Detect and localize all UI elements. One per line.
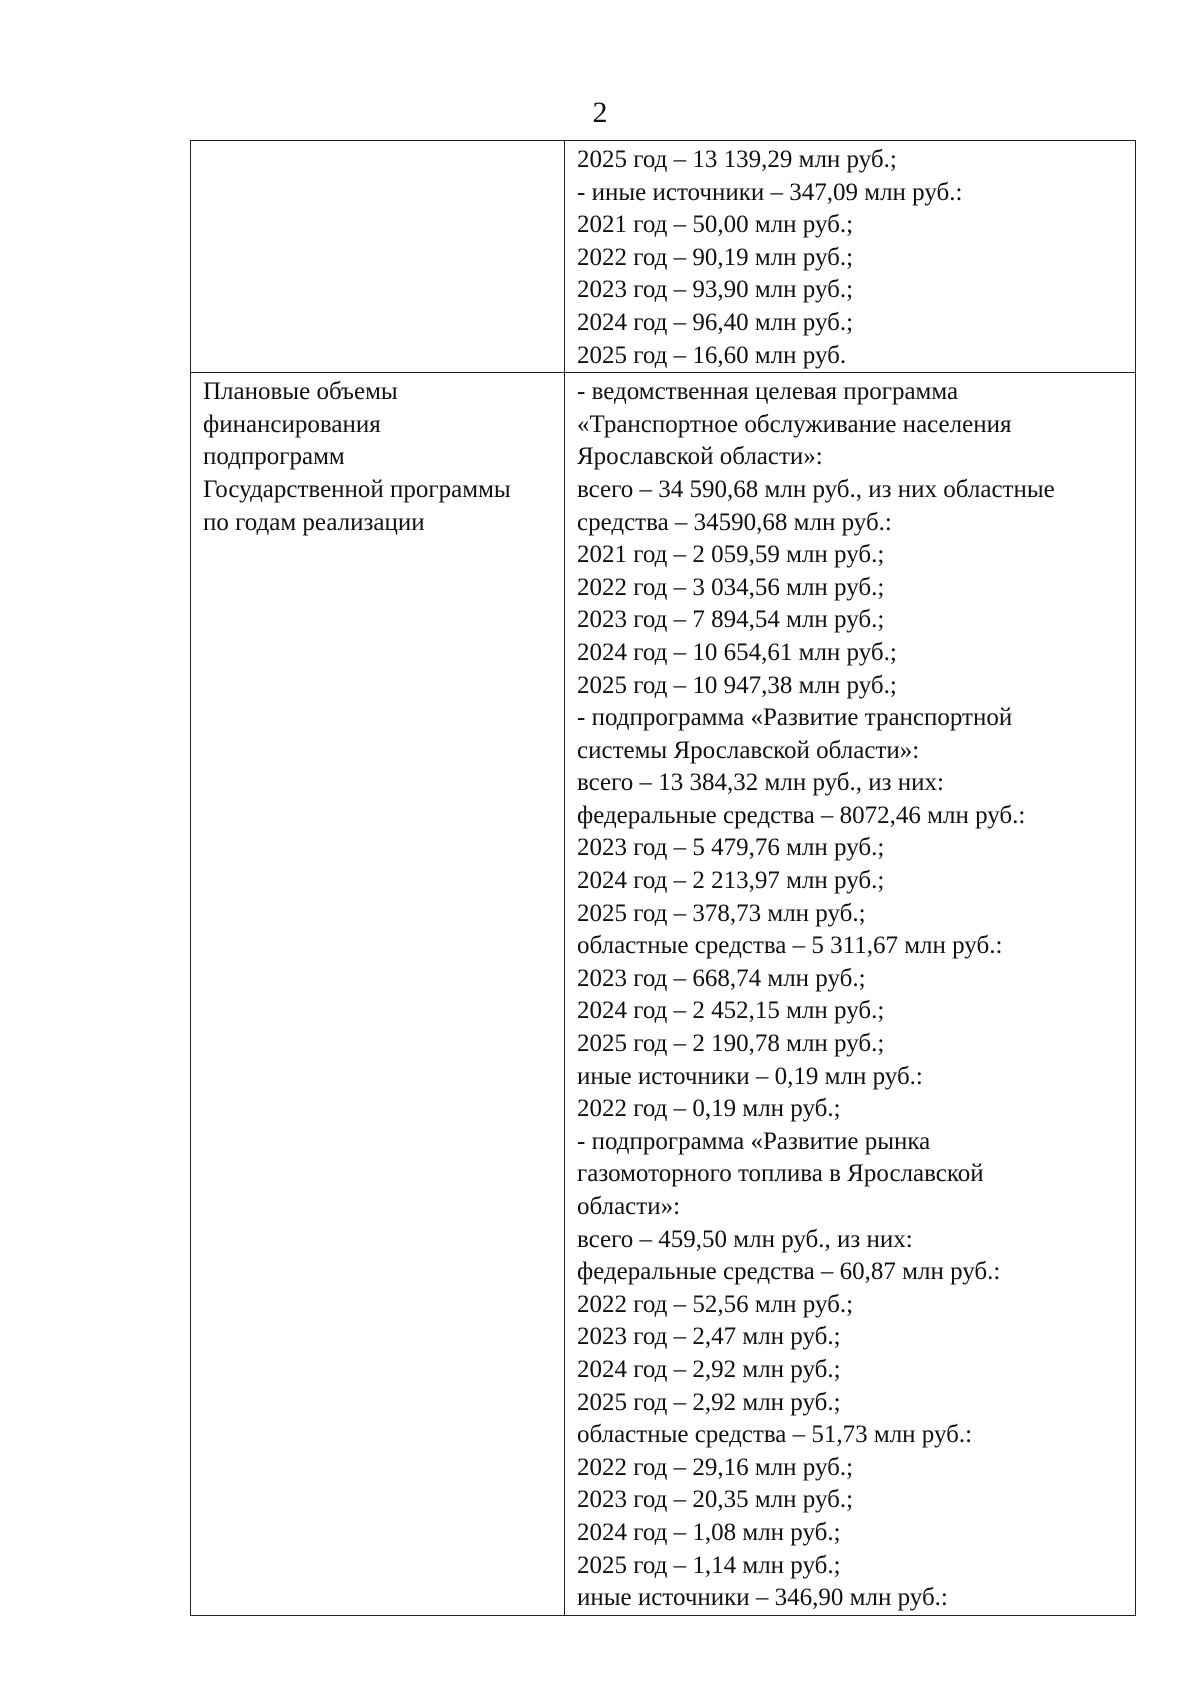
text-line: 2025 год – 10 947,38 млн руб.;	[577, 671, 897, 699]
text-line: всего – 13 384,32 млн руб., из них:	[577, 769, 944, 797]
row-value-cell	[565, 141, 1136, 373]
text-line: 2024 год – 10 654,61 млн руб.;	[577, 638, 897, 666]
text-line: 2024 год – 96,40 млн руб.;	[577, 308, 854, 336]
text-line: Ярославской области»:	[577, 443, 823, 471]
text-line: 2023 год – 2,47 млн руб.;	[577, 1323, 841, 1351]
text-line: - подпрограмма «Развитие транспортной	[577, 704, 1013, 732]
text-line: 2021 год – 2 059,59 млн руб.;	[577, 541, 885, 569]
text-line: 2023 год – 93,90 млн руб.;	[577, 276, 854, 304]
text-line: области»:	[577, 1193, 681, 1220]
table-row	[191, 373, 1136, 1616]
text-line: иные источники – 0,19 млн руб.:	[577, 1062, 923, 1090]
row-value-cell	[565, 373, 1136, 1616]
text-line: 2025 год – 378,73 млн руб.;	[577, 899, 866, 927]
text-line: 2022 год – 29,16 млн руб.;	[577, 1453, 854, 1481]
text-line: Государственной программы	[203, 475, 511, 503]
text-line: 2025 год – 2,92 млн руб.;	[577, 1388, 841, 1416]
row-label-cell	[191, 141, 565, 373]
text-line: всего – 34 590,68 млн руб., из них областные	[577, 475, 1055, 503]
text-line: Плановые объемы	[203, 378, 398, 406]
text-line: всего – 459,50 млн руб., из них:	[577, 1225, 913, 1253]
text-line: федеральные средства – 8072,46 млн руб.:	[577, 801, 1026, 829]
text-line: 2024 год – 2 452,15 млн руб.;	[577, 997, 885, 1025]
text-line: областные средства – 51,73 млн руб.:	[577, 1421, 973, 1449]
text-line: - подпрограмма «Развитие рынка	[577, 1127, 931, 1155]
text-line: средства – 34590,68 млн руб.:	[577, 508, 892, 536]
text-line: - иные источники – 347,09 млн руб.:	[577, 178, 963, 206]
text-line: 2023 год – 668,74 млн руб.;	[577, 964, 866, 992]
text-line: газомоторного топлива в Ярославской	[577, 1160, 984, 1188]
text-line: подпрограмм	[203, 443, 345, 471]
text-line: - ведомственная целевая программа	[577, 378, 959, 406]
page-number: 2	[592, 96, 608, 129]
text-line: 2023 год – 5 479,76 млн руб.;	[577, 834, 885, 862]
text-line: 2024 год – 2,92 млн руб.;	[577, 1355, 841, 1383]
table-row	[191, 141, 1136, 373]
text-line: «Транспортное обслуживание населения	[577, 410, 1012, 438]
text-line: 2022 год – 3 034,56 млн руб.;	[577, 573, 885, 601]
text-line: 2021 год – 50,00 млн руб.;	[577, 211, 854, 239]
text-line: 2025 год – 16,60 млн руб.	[577, 341, 847, 369]
text-line: 2022 год – 0,19 млн руб.;	[577, 1095, 841, 1123]
text-line: 2023 год – 7 894,54 млн руб.;	[577, 606, 885, 634]
text-line: по годам реализации	[203, 508, 425, 536]
text-line: 2025 год – 2 190,78 млн руб.;	[577, 1030, 885, 1058]
text-line: 2022 год – 52,56 млн руб.;	[577, 1290, 854, 1318]
text-line: финансирования	[203, 410, 381, 438]
text-line: областные средства – 5 311,67 млн руб.:	[577, 932, 1003, 960]
text-line: 2025 год – 1,14 млн руб.;	[577, 1551, 841, 1579]
text-line: 2022 год – 90,19 млн руб.;	[577, 243, 854, 271]
text-line: 2024 год – 2 213,97 млн руб.;	[577, 867, 885, 895]
row-label-cell	[191, 373, 565, 1616]
text-line: иные источники – 346,90 млн руб.:	[577, 1584, 948, 1612]
financing-table	[190, 140, 1136, 1616]
text-line: системы Ярославской области»:	[577, 736, 920, 764]
text-line: 2023 год – 20,35 млн руб.;	[577, 1486, 854, 1514]
text-line: федеральные средства – 60,87 млн руб.:	[577, 1258, 1001, 1286]
text-line: 2025 год – 13 139,29 млн руб.;	[577, 146, 897, 173]
text-line: 2024 год – 1,08 млн руб.;	[577, 1518, 841, 1546]
